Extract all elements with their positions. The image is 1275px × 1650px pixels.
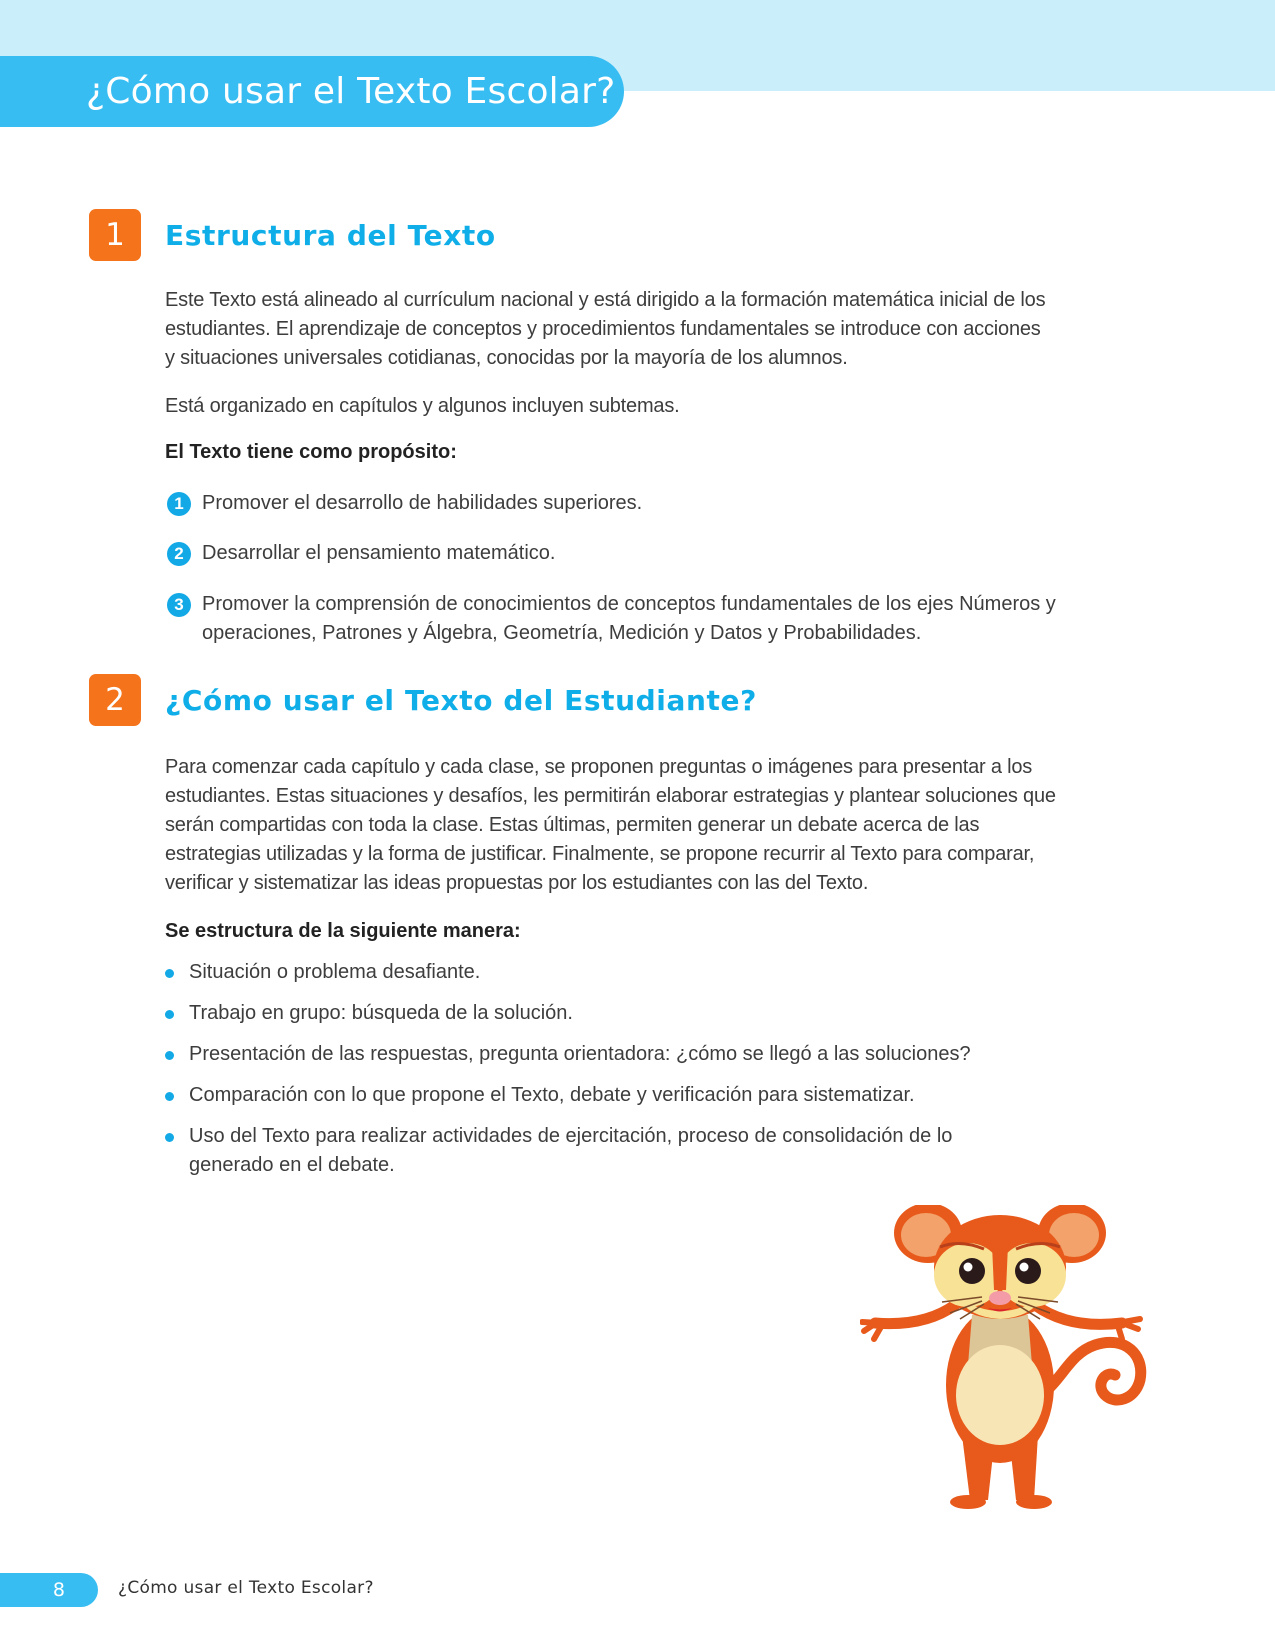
bullet-text: Situación o problema desafiante. bbox=[189, 961, 481, 983]
paragraph: Para comenzar cada capítulo y cada clase, se proponen preguntas o imágenes para presentar a los estudiantes. Estas situaciones y desafíos, les permitirán elaborar estrategias y plantear soluciones que serán compartidas con toda la clase. Estas últimas, permiten generar un debate acerca de las estrategias utilizadas y la forma de justificar. Finalmente, se propone recurrir al Texto para comparar, verificar y sistematizar las ideas propuestas por los estudiantes con las del Texto. bbox=[165, 756, 1056, 894]
bullet-text: Comparación con lo que propone el Texto, debate y verificación para sistematizar. bbox=[189, 1084, 915, 1106]
bullet-text: Presentación de las respuestas, pregunta orientadora: ¿cómo se llegó a las soluciones? bbox=[189, 1043, 971, 1065]
bullet-icon bbox=[165, 1051, 174, 1060]
left-eye-highlight bbox=[964, 1263, 973, 1272]
header-title-banner bbox=[0, 56, 624, 127]
number-circle-icon: 2 bbox=[167, 542, 191, 566]
section-title: Estructura del Texto bbox=[165, 219, 496, 252]
page-number: 8 bbox=[52, 1579, 65, 1601]
paragraph: Este Texto está alineado al currículum nacional y está dirigido a la formación matemática inicial de los estudiantes. El aprendizaje de conceptos y procedimientos fundamentales se introduce con acciones y situaciones universales cotidianas, conocidas por la mayoría de los alumnos. bbox=[165, 289, 1046, 369]
bullet-item bbox=[165, 958, 1065, 987]
running-title: ¿Cómo usar el Texto Escolar? bbox=[118, 1578, 374, 1598]
bullet-text: Uso del Texto para realizar actividades de ejercitación, proceso de consolidación de lo generado en el debate. bbox=[189, 1125, 953, 1176]
left-hand bbox=[862, 1322, 882, 1339]
bullet-item bbox=[165, 1081, 1065, 1110]
bullet-icon bbox=[165, 1010, 174, 1019]
right-hand bbox=[1118, 1319, 1140, 1339]
structure-lead: Se estructura de la siguiente manera: bbox=[165, 920, 521, 942]
nose bbox=[989, 1291, 1011, 1305]
list-item bbox=[165, 489, 1065, 518]
number-circle-icon: 3 bbox=[167, 593, 191, 617]
purpose-lead: El Texto tiene como propósito: bbox=[165, 441, 457, 463]
list-item bbox=[165, 590, 1060, 648]
list-item-text: Promover la comprensión de conocimientos de conceptos fundamentales de los ejes Números y operaciones, Patrones y Álgebra, Geometría, Medición y Datos y Probabilidades. bbox=[202, 593, 1056, 644]
section-title: ¿Cómo usar el Texto del Estudiante? bbox=[165, 684, 757, 717]
page-title: ¿Cómo usar el Texto Escolar? bbox=[86, 71, 616, 112]
belly bbox=[956, 1345, 1044, 1445]
left-foot bbox=[950, 1495, 986, 1509]
left-arm bbox=[875, 1305, 955, 1324]
paragraph: Está organizado en capítulos y algunos incluyen subtemas. bbox=[165, 395, 680, 417]
bullet-icon bbox=[165, 1133, 174, 1142]
right-eye-highlight bbox=[1020, 1263, 1029, 1272]
left-eye bbox=[959, 1258, 985, 1284]
bullet-item bbox=[165, 999, 1065, 1028]
page-number-tab bbox=[0, 1573, 98, 1607]
bullet-text: Trabajo en grupo: búsqueda de la solución. bbox=[189, 1002, 573, 1024]
right-foot bbox=[1016, 1495, 1052, 1509]
bullet-icon bbox=[165, 1092, 174, 1101]
right-eye bbox=[1015, 1258, 1041, 1284]
list-item-text: Promover el desarrollo de habilidades superiores. bbox=[202, 492, 643, 514]
right-arm bbox=[1035, 1305, 1122, 1324]
list-item bbox=[165, 539, 1065, 568]
nose-bridge bbox=[992, 1245, 1008, 1290]
section-number-badge: 2 bbox=[89, 674, 141, 726]
section-number-badge: 1 bbox=[89, 209, 141, 261]
bullet-icon bbox=[165, 969, 174, 978]
list-item-text: Desarrollar el pensamiento matemático. bbox=[202, 542, 556, 564]
bullet-item bbox=[165, 1040, 1065, 1069]
bullet-item bbox=[165, 1122, 965, 1180]
tarsier-mascot-illustration bbox=[860, 1205, 1160, 1525]
number-circle-icon: 1 bbox=[167, 492, 191, 516]
